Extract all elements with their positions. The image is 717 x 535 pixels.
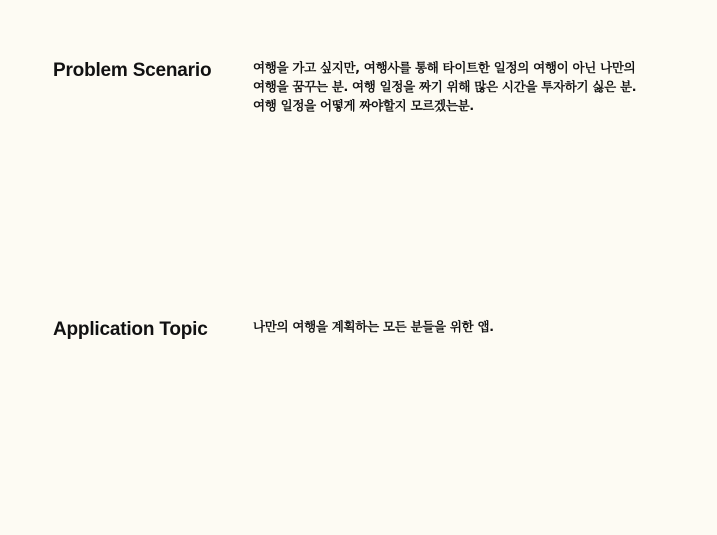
problem-scenario-heading: Problem Scenario bbox=[53, 60, 212, 81]
problem-scenario-line: 여행 일정을 어떻게 짜야할지 모르겠는분. bbox=[253, 98, 474, 113]
application-topic-text bbox=[253, 317, 683, 336]
application-topic-section bbox=[0, 317, 717, 377]
problem-scenario-section bbox=[0, 58, 717, 258]
problem-scenario-line: 여행을 꿈꾸는 분. 여행 일정을 짜기 위해 많은 시간을 투자하기 싫은 분. bbox=[253, 79, 637, 94]
problem-scenario-line: 여행을 가고 싶지만, 여행사를 통해 타이트한 일정의 여행이 아닌 나만의 bbox=[253, 60, 636, 75]
application-topic-line: 나만의 여행을 계획하는 모든 분들을 위한 앱. bbox=[253, 319, 494, 334]
problem-scenario-text bbox=[253, 58, 683, 115]
application-topic-heading: Application Topic bbox=[53, 319, 208, 340]
